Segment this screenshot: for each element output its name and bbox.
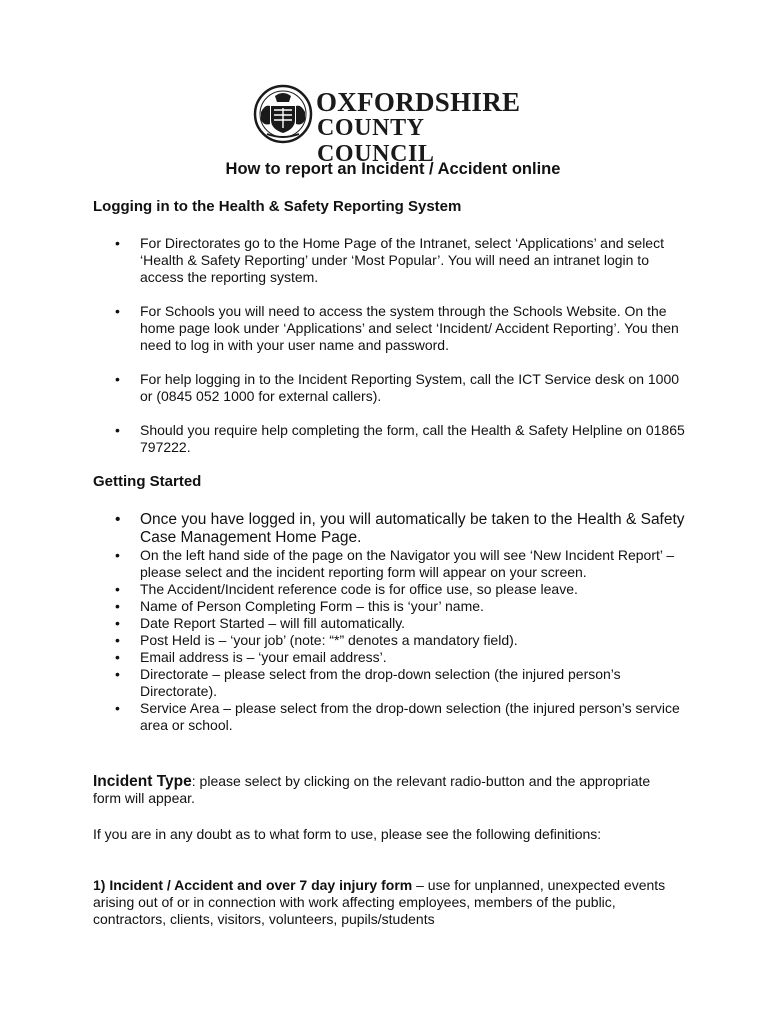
list-item: • For help logging in to the Incident Reporting System, call the ICT Service desk on 1000 or (0845 052 1000 for external callers). <box>93 371 693 405</box>
section-heading-getting-started: Getting Started <box>93 473 202 490</box>
definition-1-text: – use for unplanned, unexpected events arising out of or in connection with work affecting employees, members of the public, contractors, clients, visitors, volunteers, pupils/students <box>93 877 666 927</box>
council-logo <box>253 84 523 167</box>
list-item: • Service Area – please select from the drop-down selection (the injured person’s service area or school. <box>93 700 693 734</box>
doubt-paragraph: If you are in any doubt as to what form to use, please see the following definitions: <box>93 826 602 842</box>
getting-started-list <box>93 511 693 734</box>
list-item: • Post Held is – ‘your job’ (note: “*” denotes a mandatory field). <box>93 632 693 649</box>
list-item: • On the left hand side of the page on the Navigator you will see ‘New Incident Report’ – please select and the incident reporting form will appear on your screen. <box>93 547 693 581</box>
list-item: • Name of Person Completing Form – this is ‘your’ name. <box>93 598 693 615</box>
list-item: • For Directorates go to the Home Page of the Intranet, select ‘Applications’ and select ‘Health & Safety Reporting’ under ‘Most Popular’. You will need an intranet login to access the reporting system. <box>93 235 693 286</box>
list-item: • For Schools you will need to access the system through the Schools Website. On the home page look under ‘Applications’ and select ‘Incident/ Accident Reporting’. You then need to log in with your user name and password. <box>93 303 693 354</box>
org-name-line1: OXFORDSHIRE <box>316 87 521 117</box>
list-item: • Email address is – ‘your email address’. <box>93 649 693 666</box>
list-item: • Should you require help completing the form, call the Health & Safety Helpline on 01865 797222. <box>93 422 693 456</box>
incident-type-paragraph <box>93 773 653 807</box>
list-item: • Directorate – please select from the drop-down selection (the injured person’s Directorate). <box>93 666 693 700</box>
list-item: • Date Report Started – will fill automatically. <box>93 615 693 632</box>
document-title: How to report an Incident / Accident online <box>225 160 561 178</box>
section-heading-logging-in: Logging in to the Health & Safety Reporting System <box>93 198 462 215</box>
list-item: • Once you have logged in, you will automatically be taken to the Health & Safety Case Management Home Page. <box>93 511 693 547</box>
logging-in-list <box>93 235 693 456</box>
list-item: • The Accident/Incident reference code is for office use, so please leave. <box>93 581 693 598</box>
definition-1-label: 1) Incident / Accident and over 7 day injury form <box>93 877 413 893</box>
incident-type-text: : please select by clicking on the relevant radio-button and the appropriate form will appear. <box>93 773 651 806</box>
incident-type-label: Incident Type <box>93 773 192 790</box>
definition-1-paragraph <box>93 877 673 928</box>
org-name-line2: COUNTY COUNCIL <box>317 115 435 167</box>
council-crest-icon <box>253 84 313 144</box>
